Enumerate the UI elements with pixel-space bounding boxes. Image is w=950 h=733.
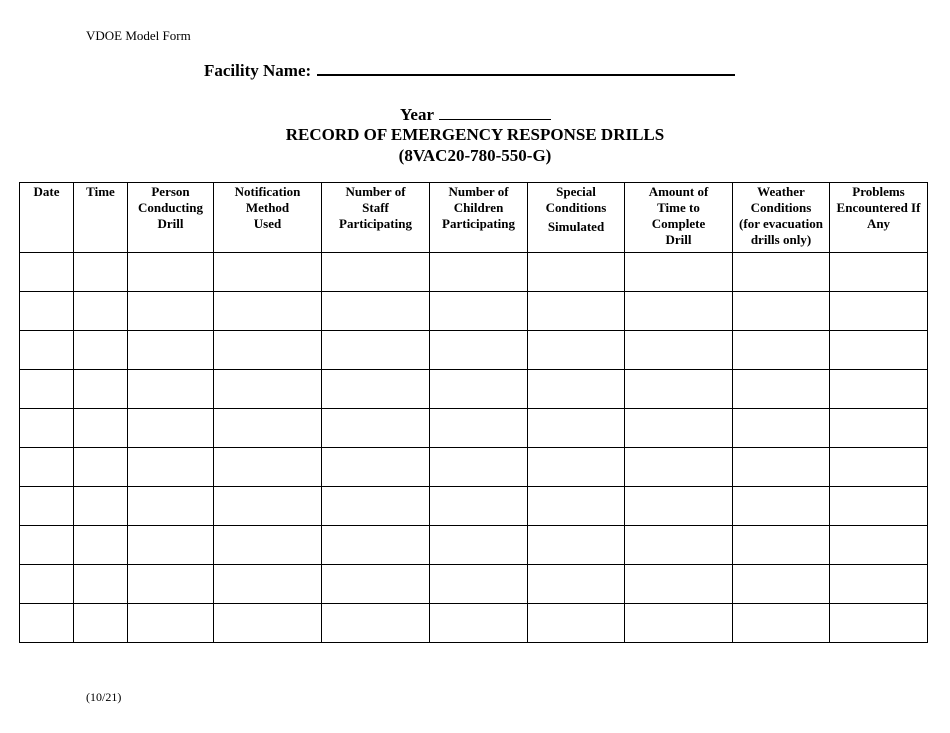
table-row — [20, 370, 928, 409]
table-cell[interactable] — [625, 331, 733, 370]
drill-record-table — [19, 182, 928, 643]
facility-name-blank — [317, 58, 735, 76]
table-cell[interactable] — [128, 253, 214, 292]
table-row — [20, 253, 928, 292]
table-cell[interactable] — [625, 526, 733, 565]
table-cell[interactable] — [20, 448, 74, 487]
table-cell[interactable] — [528, 565, 625, 604]
table-cell[interactable] — [214, 292, 322, 331]
table-cell[interactable] — [733, 487, 830, 526]
table-cell[interactable] — [20, 565, 74, 604]
table-cell[interactable] — [322, 370, 430, 409]
table-cell[interactable] — [20, 487, 74, 526]
table-cell[interactable] — [430, 565, 528, 604]
table-cell[interactable] — [74, 487, 128, 526]
facility-name-label: Facility Name: — [204, 61, 312, 80]
table-cell[interactable] — [128, 331, 214, 370]
table-cell[interactable] — [20, 604, 74, 643]
table-cell[interactable] — [733, 292, 830, 331]
table-cell[interactable] — [20, 292, 74, 331]
facility-name-line — [204, 58, 735, 81]
table-cell[interactable] — [322, 409, 430, 448]
table-cell[interactable] — [430, 487, 528, 526]
table-cell[interactable] — [214, 487, 322, 526]
table-cell[interactable] — [528, 331, 625, 370]
column-header-date: Date — [20, 183, 74, 253]
table-cell[interactable] — [128, 370, 214, 409]
table-cell[interactable] — [430, 526, 528, 565]
table-cell[interactable] — [830, 487, 928, 526]
column-header-staff-participating: Number of Staff Participating — [322, 183, 430, 253]
table-cell[interactable] — [625, 253, 733, 292]
table-cell[interactable] — [322, 565, 430, 604]
table-header-row — [20, 183, 928, 253]
table-cell[interactable] — [625, 292, 733, 331]
column-header-notification-method: Notification Method Used — [214, 183, 322, 253]
table-row — [20, 292, 928, 331]
table-cell[interactable] — [20, 409, 74, 448]
table-row — [20, 526, 928, 565]
table-cell[interactable] — [128, 565, 214, 604]
table-cell[interactable] — [528, 409, 625, 448]
table-cell[interactable] — [430, 409, 528, 448]
table-cell[interactable] — [430, 331, 528, 370]
table-row — [20, 448, 928, 487]
table-cell[interactable] — [430, 253, 528, 292]
table-cell[interactable] — [128, 448, 214, 487]
table-cell[interactable] — [830, 604, 928, 643]
table-cell[interactable] — [128, 526, 214, 565]
table-cell[interactable] — [528, 604, 625, 643]
table-cell[interactable] — [430, 370, 528, 409]
year-label: Year — [400, 105, 434, 124]
revision-date: (10/21) — [86, 690, 122, 704]
table-cell[interactable] — [322, 448, 430, 487]
table-cell[interactable] — [322, 487, 430, 526]
table-cell[interactable] — [625, 370, 733, 409]
table-cell[interactable] — [322, 604, 430, 643]
table-cell[interactable] — [322, 253, 430, 292]
column-header-weather-conditions: Weather Conditions (for evacuation drills only) — [733, 183, 830, 253]
table-row — [20, 331, 928, 370]
table-cell[interactable] — [830, 292, 928, 331]
table-cell[interactable] — [733, 370, 830, 409]
table-cell[interactable] — [733, 526, 830, 565]
table-cell[interactable] — [74, 331, 128, 370]
table-cell[interactable] — [20, 526, 74, 565]
table-cell[interactable] — [830, 253, 928, 292]
table-body — [20, 253, 928, 643]
table-cell[interactable] — [74, 370, 128, 409]
table-cell[interactable] — [430, 604, 528, 643]
table-cell[interactable] — [830, 331, 928, 370]
table-cell[interactable] — [214, 409, 322, 448]
table-cell[interactable] — [214, 253, 322, 292]
table-cell[interactable] — [733, 409, 830, 448]
table-cell[interactable] — [74, 409, 128, 448]
table-cell[interactable] — [74, 292, 128, 331]
table-row — [20, 604, 928, 643]
table-cell[interactable] — [214, 526, 322, 565]
table-row — [20, 487, 928, 526]
table-cell[interactable] — [74, 604, 128, 643]
table-cell[interactable] — [128, 292, 214, 331]
year-line — [400, 105, 551, 125]
table-cell[interactable] — [830, 526, 928, 565]
table-cell[interactable] — [733, 448, 830, 487]
table-cell[interactable] — [322, 292, 430, 331]
form-title: RECORD OF EMERGENCY RESPONSE DRILLS — [285, 125, 665, 144]
table-row — [20, 409, 928, 448]
table-cell[interactable] — [74, 526, 128, 565]
table-cell[interactable] — [625, 604, 733, 643]
table-cell[interactable] — [830, 409, 928, 448]
form-label: VDOE Model Form — [86, 28, 191, 43]
table-cell[interactable] — [74, 253, 128, 292]
table-cell[interactable] — [528, 448, 625, 487]
table-cell[interactable] — [625, 565, 733, 604]
table-cell[interactable] — [214, 604, 322, 643]
table-cell[interactable] — [625, 409, 733, 448]
column-header-time: Time — [74, 183, 128, 253]
table-cell[interactable] — [214, 448, 322, 487]
table-cell[interactable] — [430, 292, 528, 331]
column-header-problems-encountered: Problems Encountered If Any — [830, 183, 928, 253]
table-cell[interactable] — [128, 604, 214, 643]
table-cell[interactable] — [214, 331, 322, 370]
table-cell[interactable] — [733, 331, 830, 370]
year-blank — [439, 105, 551, 120]
table-cell[interactable] — [430, 448, 528, 487]
table-cell[interactable] — [128, 409, 214, 448]
table-cell[interactable] — [74, 565, 128, 604]
form-citation: (8VAC20-780-550-G) — [398, 146, 552, 165]
table-cell[interactable] — [528, 292, 625, 331]
table-cell[interactable] — [74, 448, 128, 487]
table-cell[interactable] — [20, 331, 74, 370]
table-cell[interactable] — [528, 526, 625, 565]
table-cell[interactable] — [214, 565, 322, 604]
table-cell[interactable] — [322, 331, 430, 370]
table-cell[interactable] — [528, 253, 625, 292]
table-cell[interactable] — [830, 448, 928, 487]
table-cell[interactable] — [625, 448, 733, 487]
table-cell[interactable] — [322, 526, 430, 565]
table-cell[interactable] — [528, 487, 625, 526]
column-header-person-conducting-drill: Person Conducting Drill — [128, 183, 214, 253]
table-cell[interactable] — [733, 565, 830, 604]
table-row — [20, 565, 928, 604]
table-cell[interactable] — [830, 370, 928, 409]
table-cell[interactable] — [830, 565, 928, 604]
column-header-time-to-complete: Amount of Time to Complete Drill — [625, 183, 733, 253]
table-cell[interactable] — [20, 253, 74, 292]
column-header-children-participating: Number of Children Participating — [430, 183, 528, 253]
table-cell[interactable] — [733, 253, 830, 292]
table-cell[interactable] — [733, 604, 830, 643]
table-cell[interactable] — [128, 487, 214, 526]
table-cell[interactable] — [214, 370, 322, 409]
table-cell[interactable] — [20, 370, 74, 409]
table-cell[interactable] — [625, 487, 733, 526]
column-header-special-conditions: Special Conditions Simulated — [528, 183, 625, 253]
table-cell[interactable] — [528, 370, 625, 409]
